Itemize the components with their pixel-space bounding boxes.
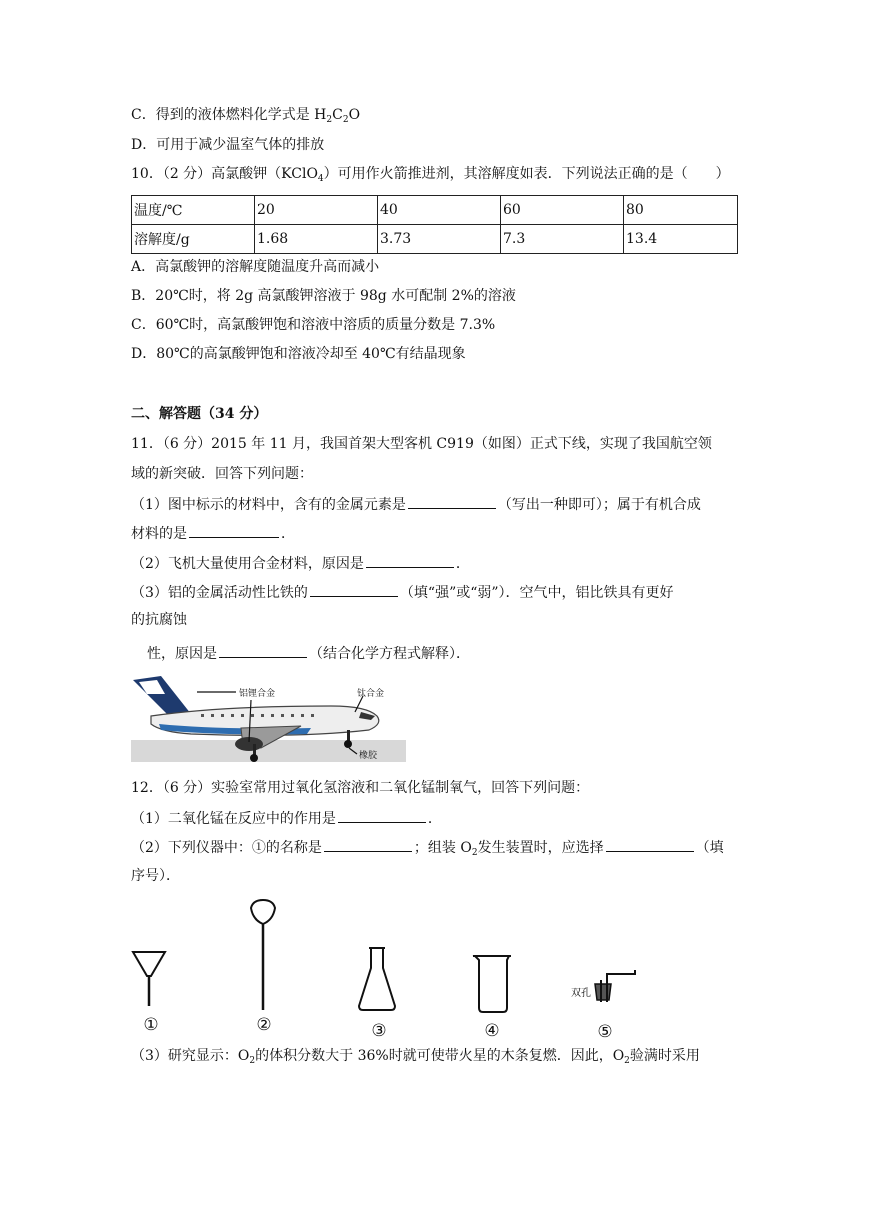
q11-stem-line1: 11．（6 分）2015 年 11 月，我国首架大型客机 C919（如图）正式下线，实现了我国航空领 xyxy=(131,436,712,452)
table-row xyxy=(132,196,738,225)
answer-blank[interactable] xyxy=(366,552,454,568)
stopper-with-tube-icon xyxy=(595,970,635,1002)
table-cell: 1.68 xyxy=(255,225,378,254)
instrument-number: ③ xyxy=(371,1021,387,1041)
table-cell: 温度/℃ xyxy=(132,196,255,225)
figure-label: 铝锂合金 xyxy=(239,689,276,699)
q12-part3: （3）研究显示：$O_2$的体积分数大于 36%时就可使带火星的木条复燃．因此，$O_2$验满时采用 xyxy=(131,1048,700,1066)
answer-blank[interactable] xyxy=(310,581,398,597)
q12-stem: 12．（6 分）实验室常用过氧化氢溶液和二氧化锰制氧气，回答下列问题： xyxy=(131,780,590,796)
q10-option-d: D．80℃的高氯酸钾饱和溶液冷却至 40℃有结晶现象 xyxy=(131,346,466,362)
q12-part1: （1）二氧化锰在反应中的作用是 ． xyxy=(131,807,442,829)
table-cell: 40 xyxy=(378,196,501,225)
q11-part1-cont: 材料的是 ． xyxy=(131,522,295,544)
table-cell: 20 xyxy=(255,196,378,225)
long-funnel-icon xyxy=(251,900,275,1010)
instruments-figure xyxy=(131,898,651,1043)
q9-option-c: C．得到的液体燃料化学式是 $H_2C_2O$ xyxy=(131,107,361,125)
table-row xyxy=(132,225,738,254)
instrument-number: ② xyxy=(256,1015,272,1035)
q10-option-c: C．60℃时，高氯酸钾饱和溶液中溶质的质量分数是 7.3% xyxy=(131,317,496,333)
answer-blank[interactable] xyxy=(189,522,279,538)
q12-part2-cont: 序号）． xyxy=(131,868,180,884)
q11-part3-cont: 的抗腐蚀 xyxy=(131,612,187,628)
q10-option-b: B．20℃时，将 2g 高氯酸钾溶液于 98g 水可配制 2%的溶液 xyxy=(131,288,516,304)
answer-blank[interactable] xyxy=(408,493,496,509)
table-cell: 80 xyxy=(624,196,738,225)
section-title: 二、解答题（34 分） xyxy=(131,406,268,422)
figure-label: 橡胶 xyxy=(359,751,378,761)
q12-part2: （2）下列仪器中：①的名称是 ；组装 $O_2$发生装置时，应选择 （填 xyxy=(131,836,724,863)
q11-part1: （1）图中标示的材料中，含有的金属元素是 （写出一种即可）；属于有机合成 xyxy=(131,493,701,515)
table-cell: 7.3 xyxy=(501,225,624,254)
instrument-number: ⑤ xyxy=(597,1022,613,1042)
conical-flask-icon xyxy=(359,948,395,1010)
answer-blank[interactable] xyxy=(219,642,307,658)
q10-option-a: A．高氯酸钾的溶解度随温度升高而减小 xyxy=(131,259,380,275)
stopper-label: 双孔 xyxy=(571,988,591,999)
answer-blank[interactable] xyxy=(338,807,426,823)
answer-blank[interactable] xyxy=(606,836,694,852)
beaker-icon xyxy=(473,956,511,1012)
airplane-figure xyxy=(131,672,411,764)
solubility-table xyxy=(131,195,738,254)
q11-part2: （2）飞机大量使用合金材料，原因是 ． xyxy=(131,552,470,574)
table-cell: 溶解度/g xyxy=(132,225,255,254)
table-cell: 3.73 xyxy=(378,225,501,254)
funnel-icon xyxy=(133,952,165,1006)
figure-label: 钛合金 xyxy=(357,689,385,699)
instrument-number: ① xyxy=(143,1015,159,1035)
q11-stem-line2: 域的新突破．回答下列问题： xyxy=(131,466,313,482)
q11-part3: （3）铝的金属活动性比铁的 （填“强”或“弱”）．空气中，铝比铁具有更好 xyxy=(131,581,674,603)
table-cell: 60 xyxy=(501,196,624,225)
instrument-number: ④ xyxy=(484,1021,500,1041)
answer-blank[interactable] xyxy=(324,836,412,852)
q11-part3-reason: 性，原因是 （结合化学方程式解释）． xyxy=(147,642,470,664)
q10-stem: 10．（2 分）高氯酸钾（KClO$_4$）可用作火箭推进剂，其溶解度如表．下列说法正确的是（ ） xyxy=(131,166,730,184)
table-cell: 13.4 xyxy=(624,225,738,254)
q9-option-d: D．可用于减少温室气体的排放 xyxy=(131,137,325,153)
